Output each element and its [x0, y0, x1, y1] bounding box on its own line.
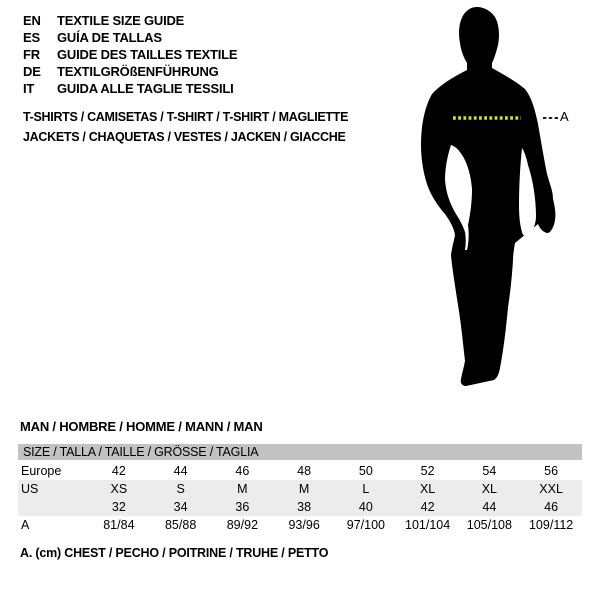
table-cell: 44 [173, 464, 188, 478]
language-list [23, 12, 237, 97]
table-cell: XXL [539, 482, 563, 496]
table-cell: 56 [544, 464, 559, 478]
table-cell: 81/84 [103, 518, 135, 532]
table-cell: 54 [482, 464, 497, 478]
table-cell: 42 [420, 500, 435, 514]
table-row-us-numeric [18, 498, 582, 516]
table-cell: 109/112 [528, 518, 574, 532]
row-label: US [21, 482, 39, 496]
language-row [23, 46, 237, 63]
table-cell: M [237, 482, 248, 496]
language-label: TEXTILGRÖßENFÜHRUNG [57, 64, 219, 79]
language-row [23, 29, 237, 46]
table-cell: XL [419, 482, 436, 496]
garment-categories [23, 107, 348, 147]
row-label [18, 498, 88, 516]
table-row-europe [18, 462, 582, 480]
table-cell: M [298, 482, 310, 496]
language-code: FR [23, 47, 40, 62]
section-title: MAN / HOMBRE / HOMME / MANN / MAN [20, 419, 263, 434]
table-cell: 101/104 [405, 518, 451, 532]
man-silhouette [405, 5, 575, 397]
table-cell: 48 [297, 464, 312, 478]
language-label: GUÍA DE TALLAS [57, 30, 162, 45]
size-table-header: SIZE / TALLA / TAILLE / GRÖSSE / TAGLIA [18, 444, 582, 460]
table-cell: 42 [111, 464, 126, 478]
language-row [23, 63, 237, 80]
language-code: ES [23, 30, 40, 45]
table-row-chest [18, 516, 582, 534]
table-cell: 50 [358, 464, 373, 478]
man-figure [405, 5, 575, 397]
language-code: IT [23, 81, 35, 96]
table-cell: 44 [482, 500, 497, 514]
table-cell: 52 [420, 464, 435, 478]
table-cell: 34 [173, 500, 188, 514]
table-cell: 40 [358, 500, 373, 514]
table-cell: 89/92 [226, 518, 259, 532]
table-cell: 46 [235, 464, 250, 478]
table-cell: XL [481, 482, 498, 496]
table-cell: 93/96 [288, 518, 320, 532]
language-label: GUIDA ALLE TAGLIE TESSILI [57, 81, 234, 96]
size-table [18, 444, 582, 534]
row-label: Europe [21, 464, 62, 478]
table-cell: 32 [111, 500, 126, 514]
silhouette-body [421, 7, 555, 386]
language-label: GUIDE DES TAILLES TEXTILE [57, 47, 238, 62]
row-label: A [21, 518, 30, 532]
category-jackets: JACKETS / CHAQUETAS / VESTES / JACKEN / GIACCHE [23, 130, 346, 144]
table-cell: 97/100 [346, 518, 385, 532]
table-cell: 105/108 [466, 518, 512, 532]
language-code: EN [23, 13, 41, 28]
measurement-footnote: A. (cm) CHEST / PECHO / POITRINE / TRUHE / PETTO [20, 546, 329, 560]
language-code: DE [23, 64, 41, 79]
table-cell: XS [110, 482, 128, 496]
table-cell: 36 [235, 500, 250, 514]
table-cell: L [362, 482, 370, 496]
language-label: TEXTILE SIZE GUIDE [57, 13, 185, 28]
table-cell: 46 [544, 500, 559, 514]
table-cell: 38 [297, 500, 312, 514]
language-row [23, 80, 237, 97]
measure-label-a: A [560, 109, 569, 124]
language-row [23, 12, 237, 29]
table-row-us [18, 480, 582, 498]
table-cell: S [176, 482, 185, 496]
table-cell: 85/88 [164, 518, 197, 532]
category-tshirts: T-SHIRTS / CAMISETAS / T-SHIRT / T-SHIRT / MAGLIETTE [23, 110, 349, 124]
